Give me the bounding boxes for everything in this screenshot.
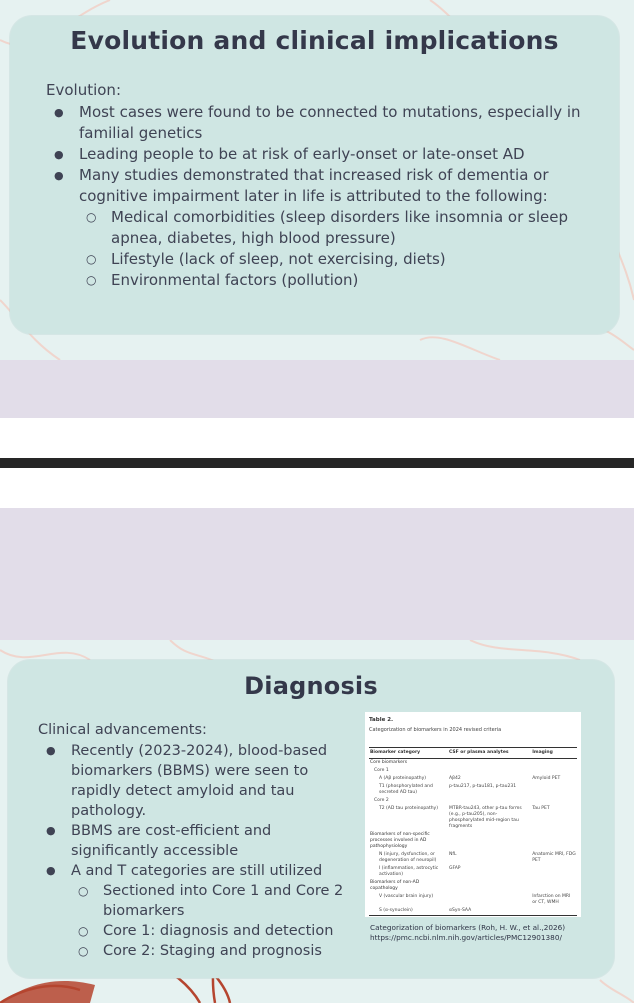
section-heading: Evolution: <box>46 81 121 99</box>
table-cell: V (vascular brain injury) <box>379 894 434 899</box>
column-header: Imaging <box>531 748 577 759</box>
table-cell: Amyloid PET <box>532 776 561 781</box>
bullet-list <box>38 741 350 961</box>
table-cell <box>531 767 577 775</box>
caption-citation: Categorization of biomarkers (Roh, H. W., et al.,2026) <box>370 923 566 932</box>
slide-diagnosis <box>0 640 634 1003</box>
content-card <box>10 16 619 334</box>
figure-caption <box>370 923 610 943</box>
table-cell: A (Aβ proteinopathy) <box>379 776 427 781</box>
table-cell <box>448 893 531 907</box>
table-cell <box>531 759 577 768</box>
table-row <box>369 907 577 916</box>
table-cell <box>448 759 531 768</box>
table-cell <box>448 831 531 851</box>
table-cell: Biomarkers of non-AD copathology <box>370 880 420 891</box>
slide-body <box>38 720 350 961</box>
table-row <box>369 865 577 879</box>
table-row <box>369 879 577 893</box>
table-cell: Tau PET <box>532 806 550 811</box>
table-row <box>369 783 577 797</box>
sub-bullet-item: ○ Lifestyle (lack of sleep, not exercising, diets) <box>79 249 586 270</box>
table-row <box>369 775 577 783</box>
table-row <box>369 805 577 831</box>
table-row <box>369 759 577 768</box>
table-number: Table 2. <box>369 717 394 723</box>
bullet-list <box>46 102 586 291</box>
gap <box>0 468 634 508</box>
bullet-item: ● Leading people to be at risk of early-onset or late-onset AD <box>46 144 586 165</box>
table-cell: Anatomic MRI, FDG PET <box>532 852 576 863</box>
table-cell: T2 (AD tau proteinopathy) <box>379 806 438 811</box>
table-cell: Aβ42 <box>449 776 461 781</box>
table-cell: Core biomarkers <box>370 760 408 765</box>
table-cell <box>448 797 531 805</box>
sub-bullet-item: ○ Core 2: Staging and prognosis <box>71 941 350 961</box>
slide-title: Evolution and clinical implications <box>70 26 559 55</box>
table-row <box>369 767 577 775</box>
table-cell: Infarction on MRI or CT, WMH <box>532 894 571 905</box>
biomarker-table-figure <box>365 712 581 917</box>
table-row <box>369 893 577 907</box>
slide-body <box>46 80 586 291</box>
table-cell <box>531 907 577 916</box>
gap <box>0 418 634 458</box>
sub-bullet-list <box>79 207 586 291</box>
table-cell: N (injury, dysfunction, or degeneration of neuropil) <box>379 852 437 863</box>
column-header: CSF or plasma analytes <box>448 748 531 759</box>
biomarker-table <box>369 747 577 916</box>
sub-bullet-list <box>71 881 350 961</box>
table-cell <box>531 879 577 893</box>
slide-title: Diagnosis <box>244 672 378 700</box>
bullet-item: ● BBMS are cost-efficient and significantly accessible <box>38 821 350 861</box>
table-cell: S (α-synuclein) <box>369 907 448 916</box>
table-body <box>369 759 577 916</box>
bullet-item <box>38 861 350 961</box>
table-row <box>369 851 577 865</box>
sub-bullet-item: ○ Environmental factors (pollution) <box>79 270 586 291</box>
sub-bullet-item: ○ Sectioned into Core 1 and Core 2 biomarkers <box>71 881 350 921</box>
table-cell <box>531 797 577 805</box>
table-cell: GFAP <box>449 866 461 871</box>
sub-bullet-item: ○ Core 1: diagnosis and detection <box>71 921 350 941</box>
blank-slide-band <box>0 360 634 418</box>
slide-divider <box>0 458 634 468</box>
column-header: Biomarker category <box>369 748 448 759</box>
table-cell: T1 (phosphorylated and secreted AD tau) <box>379 784 433 795</box>
table-cell <box>531 783 577 797</box>
table-cell <box>448 767 531 775</box>
bullet-text: A and T categories are still utilized <box>71 863 323 879</box>
sub-bullet-item: ○ Medical comorbidities (sleep disorders like insomnia or sleep apnea, diabetes, high blood pressure) <box>79 207 586 249</box>
table-cell: Biomarkers of non-specific processes involved in AD pathophysiology <box>370 832 430 849</box>
table-cell: I (inflammation, astrocytic activation) <box>379 866 439 877</box>
bullet-item: ● Most cases were found to be connected to mutations, especially in familial genetics <box>46 102 586 144</box>
table-row <box>369 831 577 851</box>
bullet-item: ● Recently (2023-2024), blood-based biomarkers (BBMS) were seen to rapidly detect amyloid and tau pathology. <box>38 741 350 821</box>
bullet-item <box>46 165 586 291</box>
bullet-text: Many studies demonstrated that increased risk of dementia or cognitive impairment later in life is attributed to the following: <box>79 166 549 205</box>
table-header-row <box>369 748 577 759</box>
table-cell: MTBR-tau243, other p-tau forms (e.g., p-tau205), non-phosphorylated mid-region tau fragments <box>449 806 522 829</box>
table-cell: NfL <box>449 852 457 857</box>
table-title: Categorization of biomarkers in 2024 revised criteria <box>369 727 502 733</box>
content-card <box>8 660 614 978</box>
table-cell <box>448 879 531 893</box>
table-row <box>369 797 577 805</box>
slide-evolution <box>0 0 634 360</box>
table-cell: αSyn-SAA <box>448 907 531 916</box>
table-cell: Core 2 <box>374 798 389 803</box>
section-heading: Clinical advancements: <box>38 722 207 738</box>
caption-url: https://pmc.ncbi.nlm.nih.gov/articles/PMC12901380/ <box>370 933 562 942</box>
table-cell <box>531 865 577 879</box>
table-cell: p-tau217, p-tau181, p-tau231 <box>449 784 517 789</box>
table-cell: Core 1 <box>374 768 389 773</box>
table-cell <box>531 831 577 851</box>
blank-slide-band <box>0 508 634 640</box>
